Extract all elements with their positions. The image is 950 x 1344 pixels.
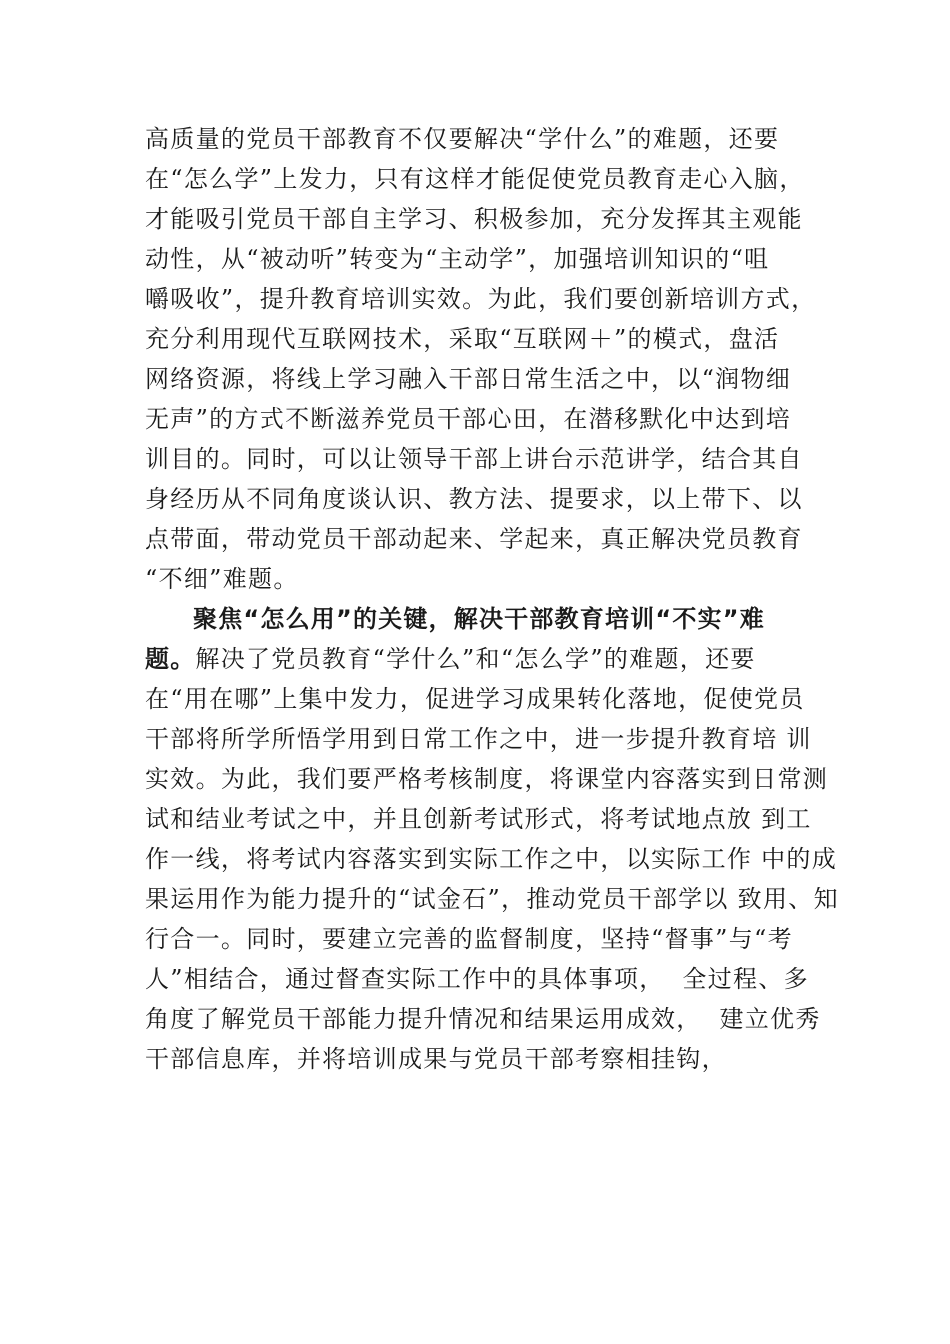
paragraph-line: “不细”难题。 — [145, 565, 299, 593]
paragraph-line: 角度了解党员干部能力提升情况和结果运用成效， 建立优秀 — [145, 1005, 821, 1033]
paragraph-line: 身经历从不同角度谈认识、教方法、提要求，以上带下、以 — [145, 485, 803, 513]
paragraph-line: 才能吸引党员干部自主学习、积极参加，充分发挥其主观能 — [145, 205, 803, 233]
heading-tail: 题。 — [145, 645, 196, 673]
paragraph-line: 高质量的党员干部教育不仅要解决“学什么”的难题，还要 — [145, 125, 780, 153]
paragraph-line: 试和结业考试之中，并且创新考试形式，将考试地点放 到工 — [145, 805, 812, 833]
paragraph-line: 实效。为此，我们要严格考核制度，将课堂内容落实到日常测 — [145, 765, 829, 793]
paragraph-line: 在“怎么学”上发力，只有这样才能促使党员教育走心入脑， — [145, 165, 805, 193]
paragraph-text: 解决了党员教育“学什么”和“怎么学”的难题，还要 — [195, 645, 756, 673]
paragraph-line: 作一线，将考试内容落实到实际工作之中，以实际工作 中的成 — [145, 845, 838, 873]
paragraph-line: 动性，从“被动听”转变为“主动学”，加强培训知识的“咀 — [145, 245, 770, 273]
paragraph-line: 训目的。同时，可以让领导干部上讲台示范讲学，结合其自 — [145, 445, 803, 473]
paragraph-line: 网络资源，将线上学习融入干部日常生活之中，以“润物细 — [145, 365, 792, 393]
section-heading: 聚焦“怎么用”的关键，解决干部教育培训“不实”难 — [193, 605, 765, 633]
paragraph-line: 干部信息库，并将培训成果与党员干部考察相挂钩， — [145, 1045, 727, 1073]
paragraph-line: 在“用在哪”上集中发力，促进学习成果转化落地，促使党员 — [145, 685, 805, 713]
paragraph-line: 干部将所学所悟学用到日常工作之中，进一步提升教育培 训 — [145, 725, 812, 753]
paragraph-line: 无声”的方式不断滋养党员干部心田，在潜移默化中达到培 — [145, 405, 792, 433]
paragraph-line: 果运用作为能力提升的“试金石”，推动党员干部学以 致用、知 — [145, 885, 839, 913]
paragraph-line: 行合一。同时，要建立完善的监督制度，坚持“督事”与“考 — [145, 925, 793, 953]
paragraph-line: 充分利用现代互联网技术，采取“互联网＋”的模式，盘活 — [145, 325, 780, 353]
paragraph-line: 点带面，带动党员干部动起来、学起来，真正解决党员教育 — [145, 525, 803, 553]
heading-continuation-line — [145, 639, 815, 679]
paragraph-line: 人”相结合，通过督查实际工作中的具体事项， 全过程、多 — [145, 965, 809, 993]
paragraph-line: 嚼吸收”，提升教育培训实效。为此，我们要创新培训方式， — [145, 285, 817, 313]
